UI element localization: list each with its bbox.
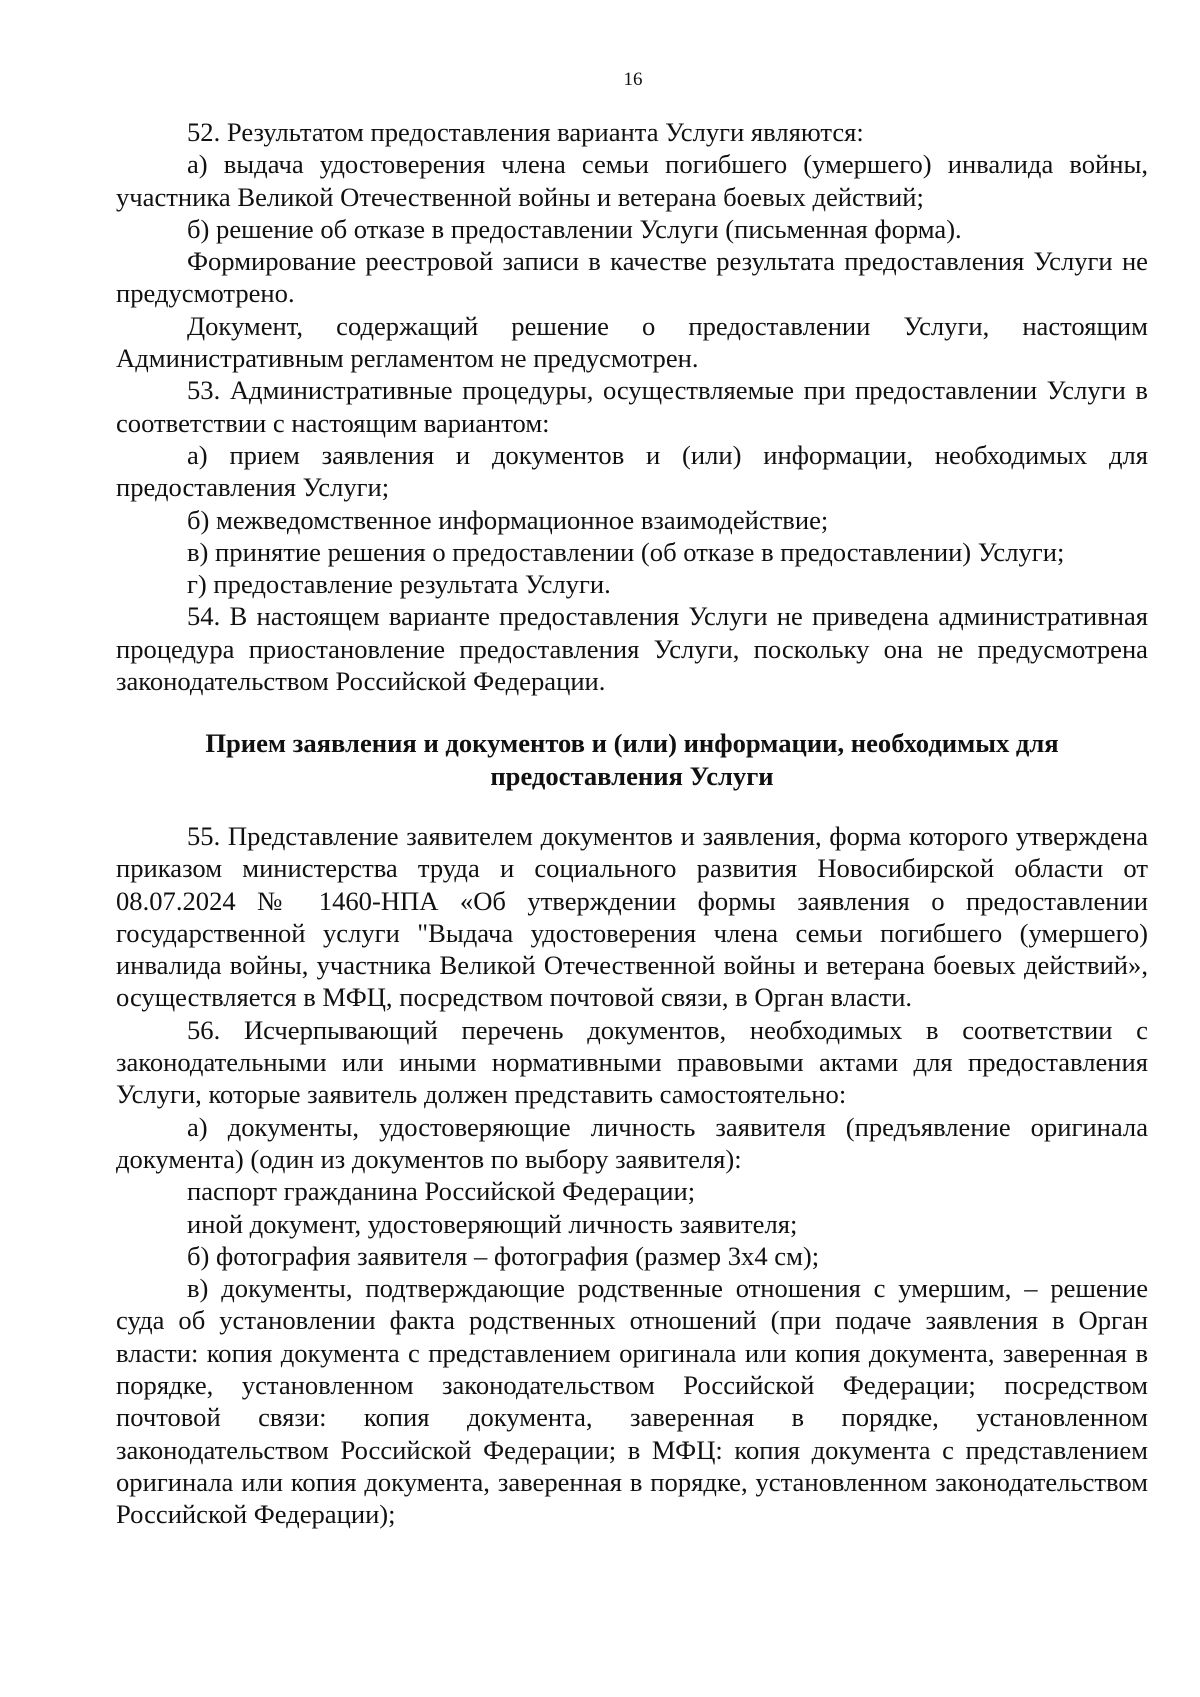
paragraph-52: 52. Результатом предоставления варианта Услуги являются: bbox=[187, 117, 864, 147]
page-number: 16 bbox=[623, 69, 643, 90]
paragraph-53-c: в) принятие решения о предоставлении (об отказе в предоставлении) Услуги; bbox=[187, 536, 1065, 567]
paragraph-55: 55. Представление заявителем документов и заявления, форма которого утверждена приказом министерства труда и социального развития Новосибирской области от 08.07.2024 № 1460-НПА «Об утверждении формы заявления о предоставлении государственной услуги "Выдача удостоверения члена семьи погибшего (умершего) инвалида войны, участника Великой Отечественной войны и ветерана боевых действий», осуществляется в МФЦ, посредством почтовой связи, в Орган власти. bbox=[116, 820, 1148, 1013]
document-body bbox=[116, 116, 1148, 1530]
paragraph-52-a: а) выдача удостоверения члена семьи погибшего (умершего) инвалида войны, участника Великой Отечественной войны и ветерана боевых действий; bbox=[116, 149, 1148, 212]
paragraph-56-b: б) фотография заявителя – фотография (размер 3х4 см); bbox=[187, 1240, 820, 1271]
paragraph-53: 53. Административные процедуры, осуществляемые при предоставлении Услуги в соответствии с настоящим вариантом: bbox=[116, 375, 1148, 438]
paragraph-56-passport: паспорт гражданина Российской Федерации; bbox=[187, 1176, 696, 1207]
paragraph-56-c: в) документы, подтверждающие родственные отношения с умершим, – решение суда об установлении факта родственных отношений (при подаче заявления в Орган власти: копия документа с представлением оригинала или копия документа, заверенная в порядке, установленном законодательством Российской Федерации; посредством почтовой связи: копия документа, заверенная в порядке, установленном законодательством Российской Федерации; в МФЦ: копия документа с представлением оригинала или копия документа, заверенная в порядке, установленном законодательством Российской Федерации); bbox=[116, 1273, 1148, 1530]
paragraph-54: 54. В настоящем варианте предоставления Услуги не приведена административная процедура приостановление предоставления Услуги, поскольку она не предусмотрена законодательством Российской Федерации. bbox=[116, 601, 1148, 697]
paragraph-decision-document: Документ, содержащий решение о предоставлении Услуги, настоящим Административным регламентом не предусмотрен. bbox=[116, 310, 1148, 374]
paragraph-53-b: б) межведомственное информационное взаимодействие; bbox=[187, 504, 829, 535]
paragraph-53-d: г) предоставление результата Услуги. bbox=[187, 569, 611, 600]
paragraph-registry-record: Формирование реестровой записи в качестве результата предоставления Услуги не предусмотрено. bbox=[116, 246, 1148, 309]
paragraph-56: 56. Исчерпывающий перечень документов, необходимых в соответствии с законодательными или иными нормативными правовыми актами для предоставления Услуги, которые заявитель должен представить самостоятельно: bbox=[116, 1014, 1148, 1110]
paragraph-56-other-id: иной документ, удостоверяющий личность заявителя; bbox=[187, 1208, 798, 1239]
paragraph-53-a: а) прием заявления и документов и (или) информации, необходимых для предоставления Услуги; bbox=[116, 439, 1148, 503]
paragraph-52-b: б) решение об отказе в предоставлении Услуги (письменная форма). bbox=[187, 213, 962, 244]
paragraph-56-a: а) документы, удостоверяющие личность заявителя (предъявление оригинала документа) (один из документов по выбору заявителя): bbox=[116, 1111, 1148, 1174]
section-heading: Прием заявления и документов и (или) информации, необходимых для предоставления Услуги bbox=[205, 728, 1059, 791]
